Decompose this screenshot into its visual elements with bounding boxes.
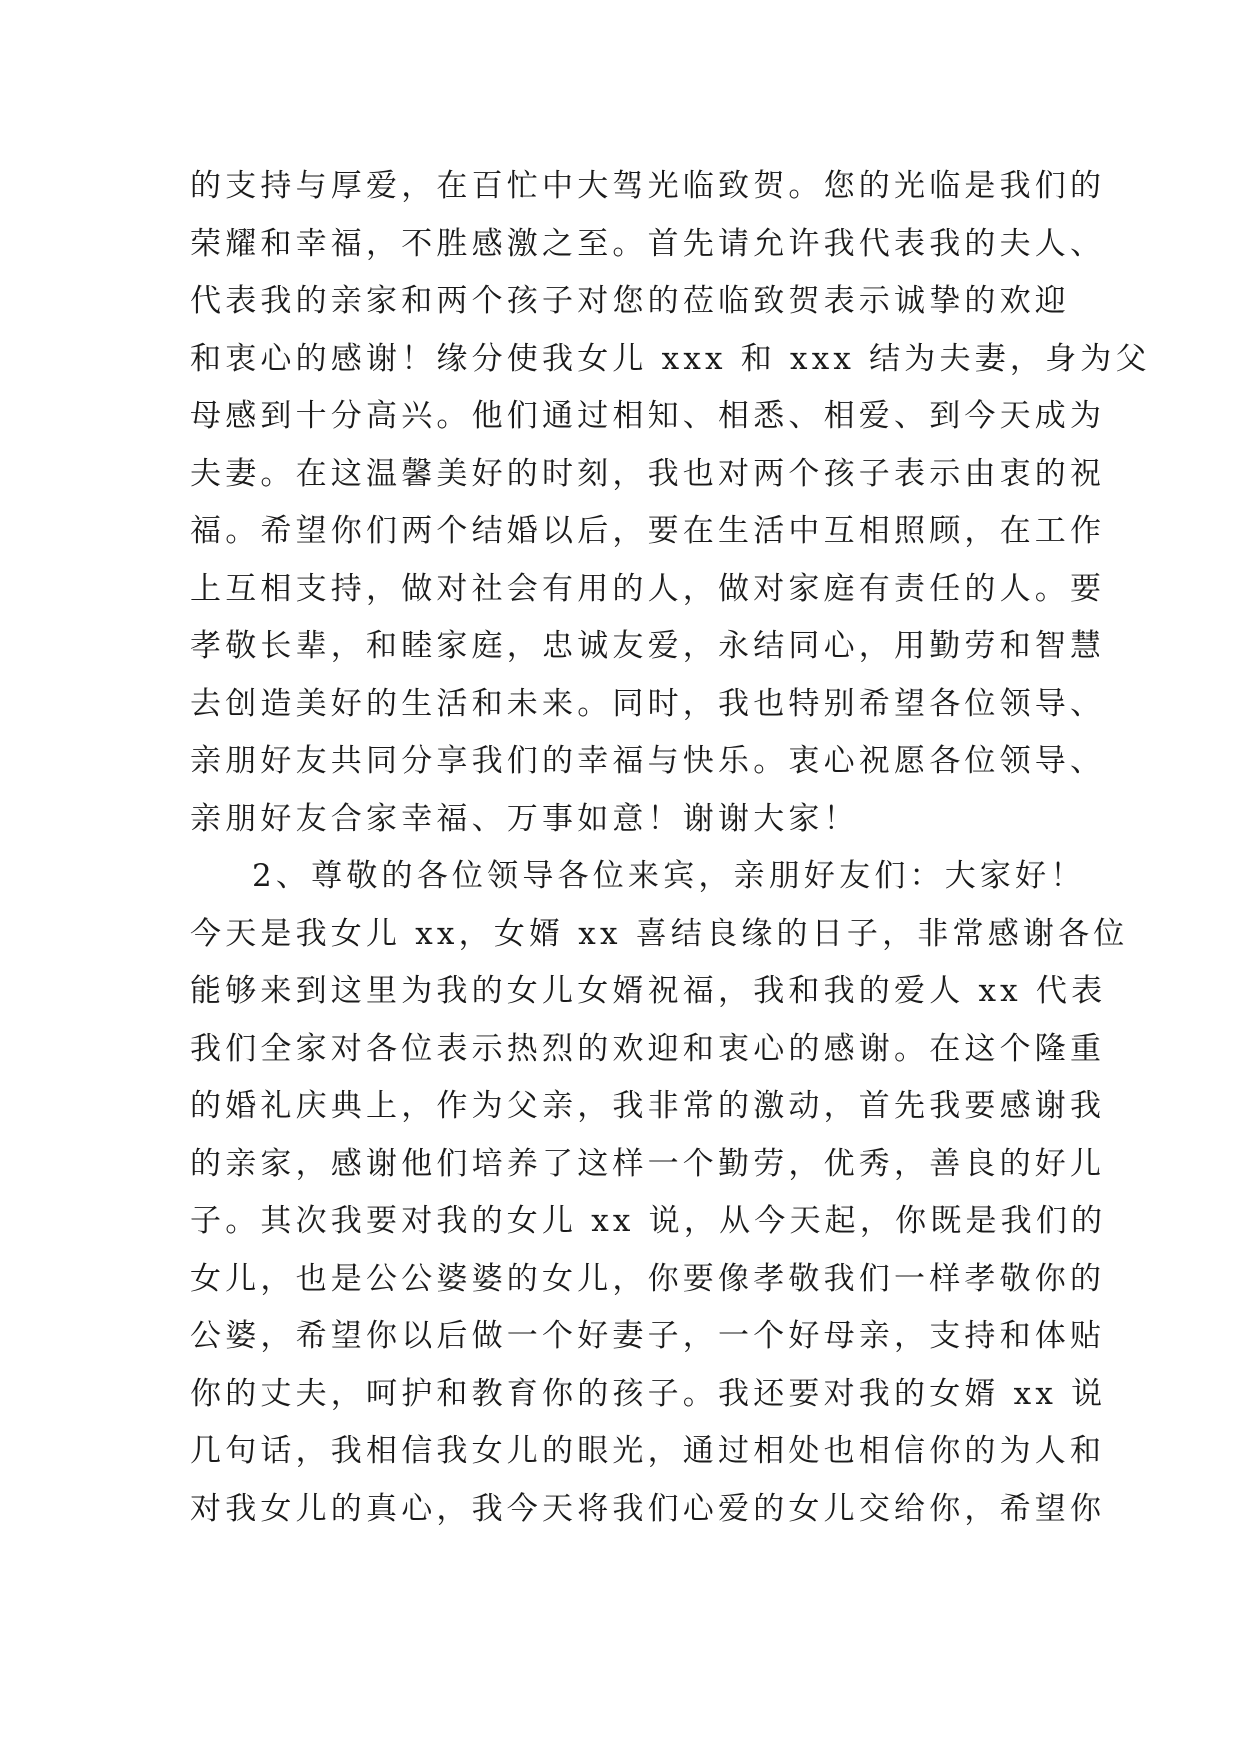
text-line: 公婆，希望你以后做一个好妻子，一个好母亲，支持和体贴 — [190, 1318, 1106, 1354]
text-line: 母感到十分高兴。他们通过相知、相悉、相爱、到今天成为 — [190, 398, 1106, 434]
text-line: 的支持与厚爱，在百忙中大驾光临致贺。您的光临是我们的 — [190, 168, 1106, 204]
text-line: 亲朋好友共同分享我们的幸福与快乐。衷心祝愿各位领导、 — [190, 743, 1106, 779]
text-line: 今天是我女儿 xx，女婿 xx 喜结良缘的日子，非常感谢各位 — [190, 915, 1129, 952]
text-line: 对我女儿的真心，我今天将我们心爱的女儿交给你，希望你 — [190, 1490, 1106, 1527]
text-line: 子。其次我要对我的女儿 xx 说，从今天起，你既是我们的 — [190, 1203, 1107, 1239]
text-line: 和衷心的感谢！缘分使我女儿 xxx 和 xxx 结为夫妻，身为父 — [190, 340, 1151, 377]
text-line: 女儿，也是公公婆婆的女儿，你要像孝敬我们一样孝敬你的 — [190, 1260, 1106, 1297]
text-line: 你的丈夫，呵护和教育你的孩子。我还要对我的女婿 xx 说 — [190, 1375, 1107, 1412]
text-line: 荣耀和幸福，不胜感激之至。首先请允许我代表我的夫人、 — [190, 225, 1106, 262]
text-line: 的亲家，感谢他们培养了这样一个勤劳，优秀，善良的好儿 — [190, 1145, 1106, 1182]
text-line: 亲朋好友合家幸福、万事如意！谢谢大家！ — [190, 800, 859, 837]
text-line: 福。希望你们两个结婚以后，要在生活中互相照顾，在工作 — [190, 513, 1106, 549]
text-line: 能够来到这里为我的女儿女婿祝福，我和我的爱人 xx 代表 — [190, 973, 1107, 1009]
text-line: 几句话，我相信我女儿的眼光，通过相处也相信你的为人和 — [190, 1433, 1106, 1469]
text-line: 我们全家对各位表示热烈的欢迎和衷心的感谢。在这个隆重 — [190, 1030, 1106, 1067]
text-line: 去创造美好的生活和未来。同时，我也特别希望各位领导、 — [190, 685, 1106, 722]
text-line: 孝敬长辈，和睦家庭，忠诚友爱，永结同心，用勤劳和智慧 — [190, 628, 1106, 664]
text-line: 代表我的亲家和两个孩子对您的莅临致贺表示诚挚的欢迎 — [190, 283, 1070, 319]
text-line: 夫妻。在这温馨美好的时刻，我也对两个孩子表示由衷的祝 — [190, 455, 1106, 492]
section-heading-line: 2、尊敬的各位领导各位来宾，亲朋好友们：大家好！ — [252, 858, 1086, 894]
body-text — [190, 158, 1151, 1538]
text-line: 的婚礼庆典上，作为父亲，我非常的激动，首先我要感谢我 — [190, 1088, 1106, 1124]
text-line: 上互相支持，做对社会有用的人，做对家庭有责任的人。要 — [190, 570, 1106, 607]
